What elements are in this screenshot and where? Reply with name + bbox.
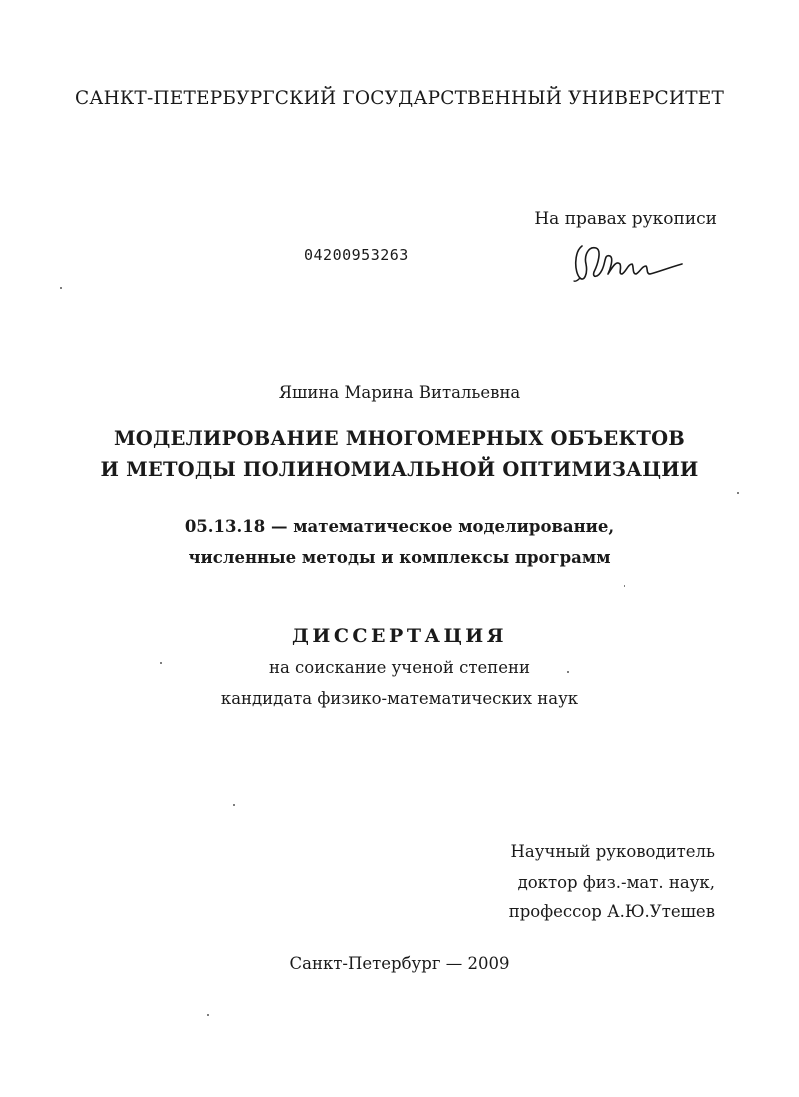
scan-speck: [567, 671, 569, 673]
degree-line-2: кандидата физико-математических наук: [220, 689, 579, 708]
thesis-title-line-2: И МЕТОДЫ ПОЛИНОМИАЛЬНОЙ ОПТИМИЗАЦИИ: [100, 458, 699, 481]
advisor-line-1: Научный руководитель: [510, 842, 715, 861]
place-and-year: Санкт-Петербург — 2009: [289, 954, 510, 973]
scan-speck: [160, 662, 162, 664]
author-name: Яшина Марина Витальевна: [278, 383, 521, 402]
signature-icon: [568, 234, 688, 286]
scan-speck: [60, 287, 62, 289]
rights-note: На правах рукописи: [534, 209, 717, 229]
serial-number: 04200953263: [304, 246, 409, 264]
university-name: САНКТ-ПЕТЕРБУРГСКИЙ ГОСУДАРСТВЕННЫЙ УНИВЕРСИТЕТ: [75, 88, 724, 109]
advisor-line-3: профессор А.Ю.Утешев: [508, 902, 715, 921]
scan-speck: [207, 1014, 209, 1016]
scan-speck: [737, 492, 739, 494]
scan-speck: [233, 804, 235, 806]
advisor-line-2: доктор физ.-мат. наук,: [517, 873, 715, 892]
scan-speck: [624, 585, 625, 587]
document-type: ДИССЕРТАЦИЯ: [291, 625, 508, 647]
specialty-line-1: 05.13.18 — математическое моделирование,: [184, 517, 615, 536]
specialty-line-2: численные методы и комплексы программ: [188, 548, 611, 567]
thesis-title-line-1: МОДЕЛИРОВАНИЕ МНОГОМЕРНЫХ ОБЪЕКТОВ: [114, 427, 685, 450]
degree-line-1: на соискание ученой степени: [268, 658, 531, 677]
